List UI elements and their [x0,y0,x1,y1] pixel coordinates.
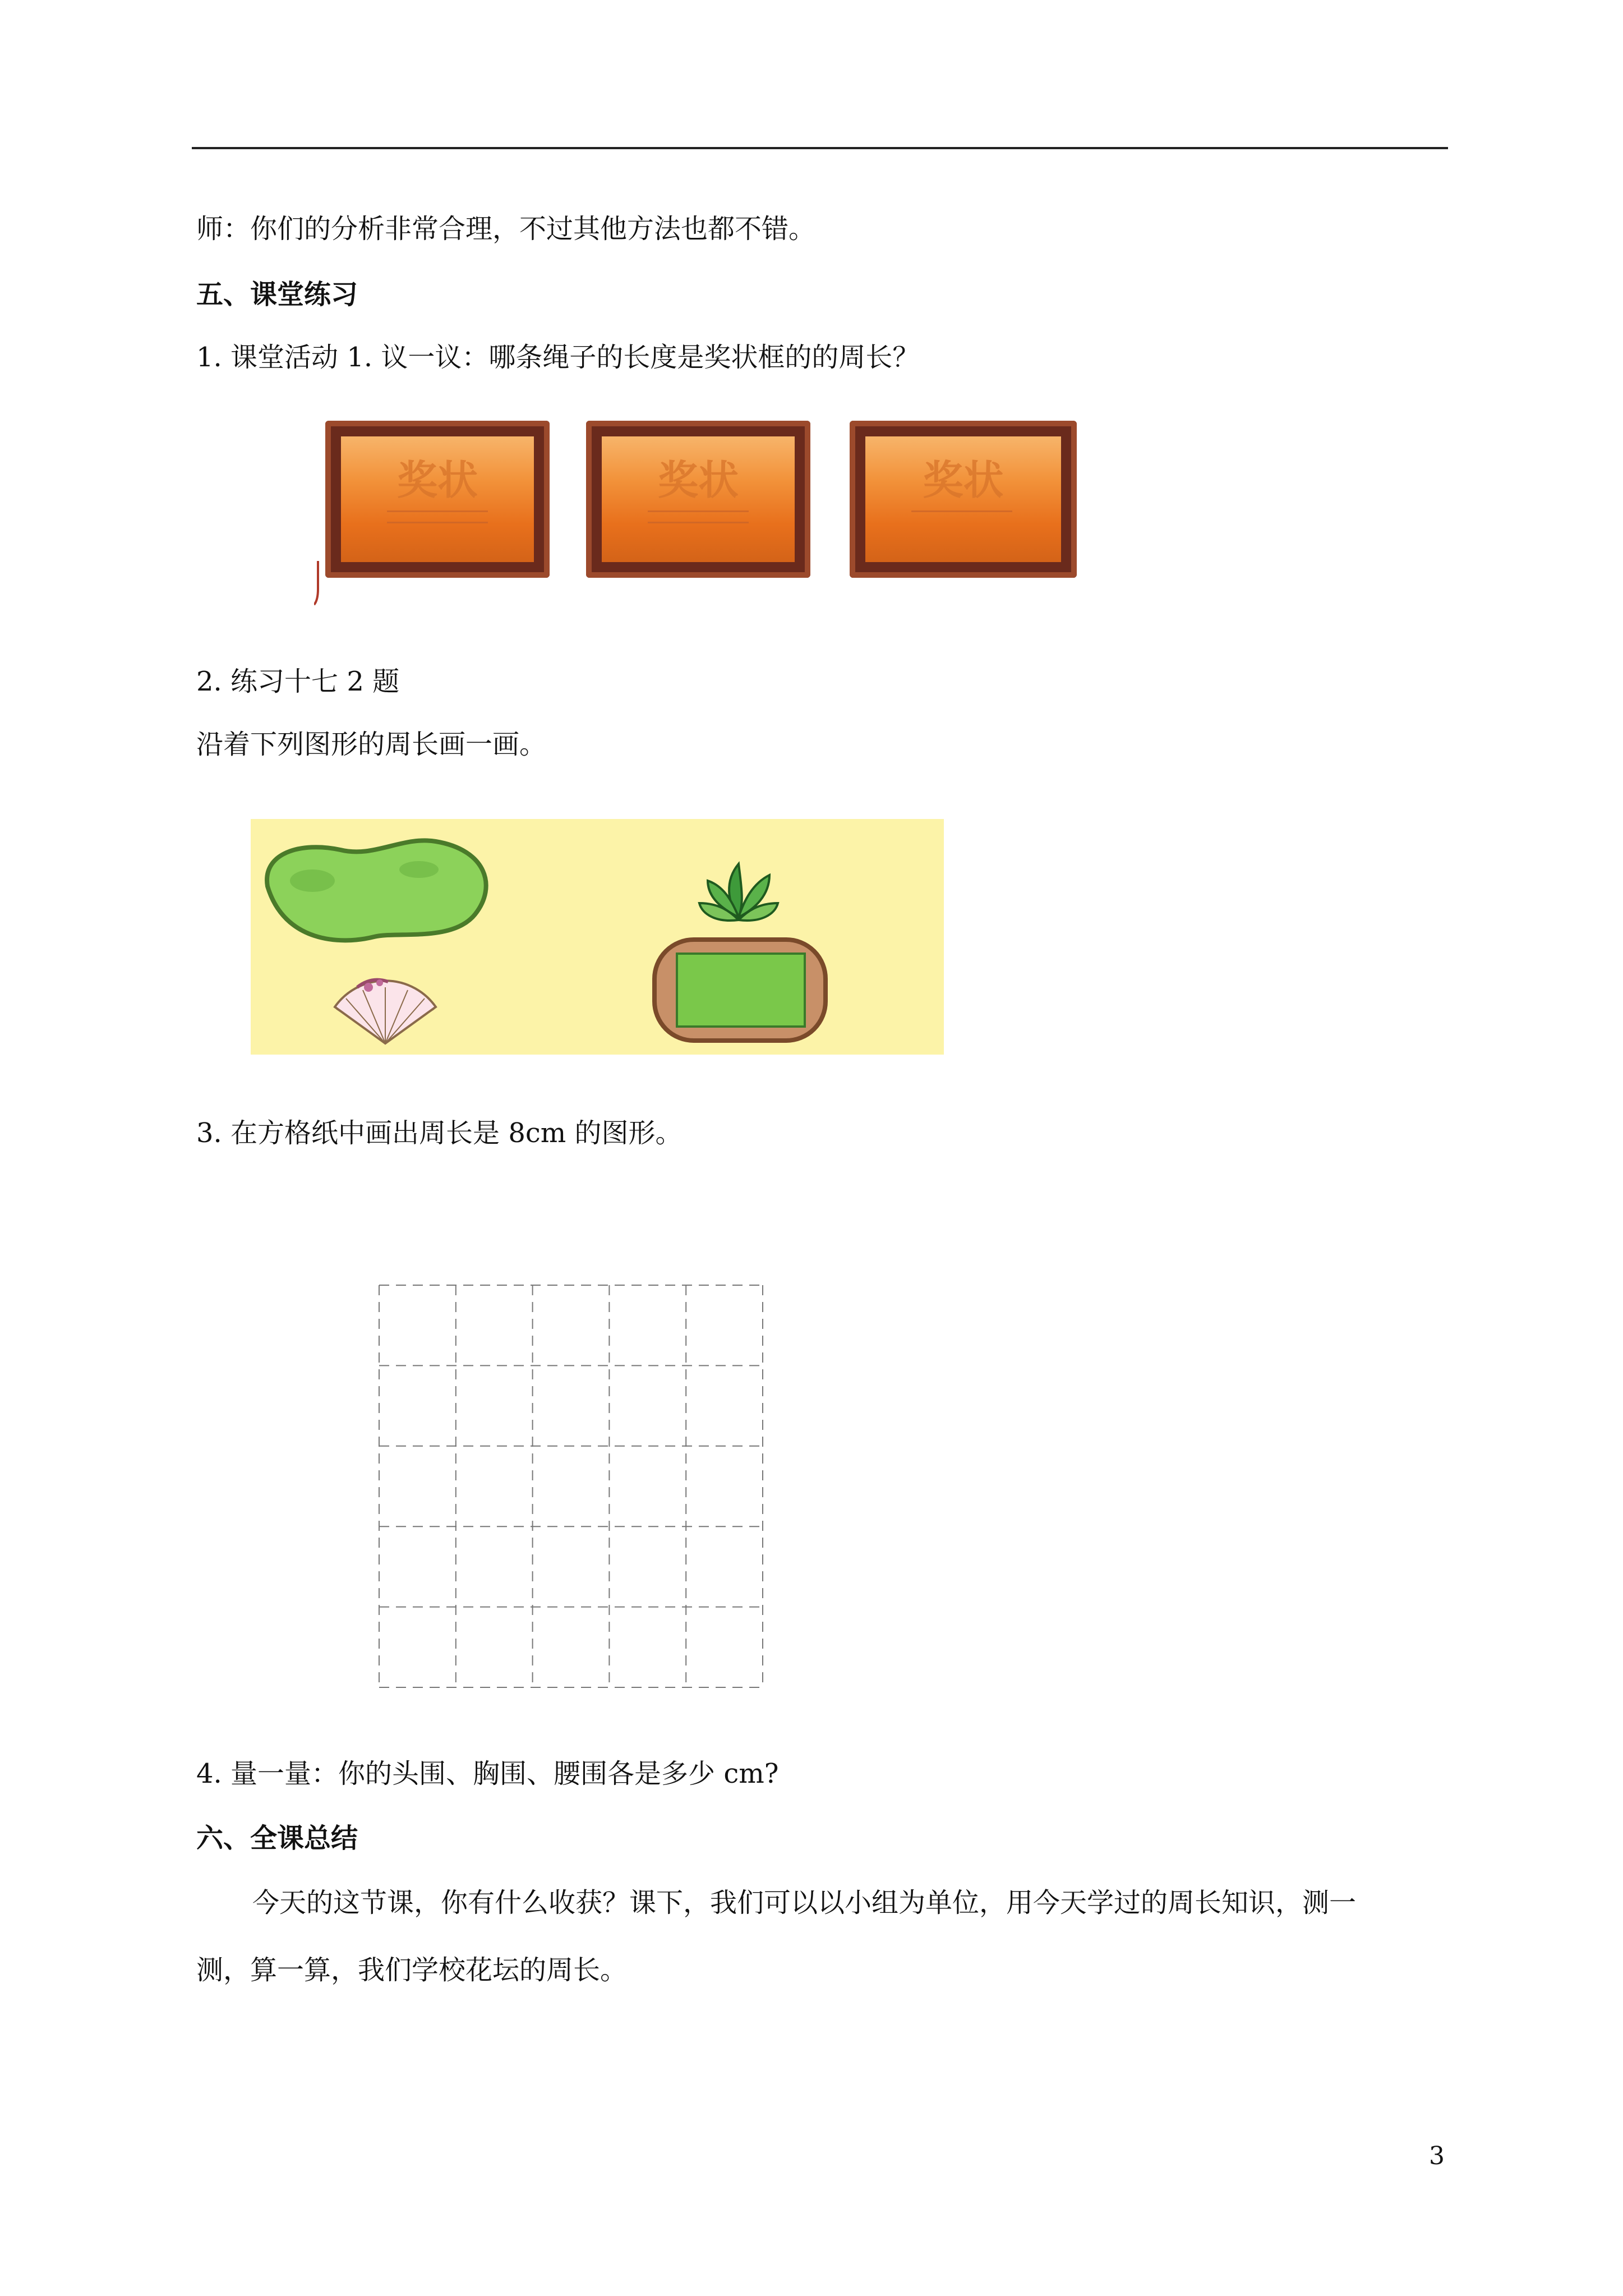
award-frame [325,421,550,578]
exercise-item-2-instruction: 沿着下列图形的周长画一画。 [196,729,547,760]
shapes-figure [251,819,944,1055]
teacher-line: 师：你们的分析非常合理，不过其他方法也都不错。 [196,213,816,245]
section-6-heading: 六、全课总结 [196,1823,358,1854]
award-frames-figure [314,421,1099,606]
award-frame [850,421,1077,578]
award-frame-title: 奖状 [923,457,1004,504]
leaf-shape [699,864,778,921]
exercise-item-2: 2. 练习十七 2 题 [196,666,400,697]
rounded-rectangle-shape [654,940,826,1041]
award-frame [586,421,810,578]
cloud-shape [267,840,486,940]
section-5-heading: 五、课堂练习 [196,279,358,310]
summary-line-2: 测，算一算，我们学校花坛的周长。 [196,1954,628,1986]
award-frame-title: 奖状 [396,457,478,504]
fan-shape [335,979,436,1043]
exercise-item-1: 1. 课堂活动 1. 议一议：哪条绳子的长度是奖状框的的周长？ [196,342,920,373]
summary-line-1: 今天的这节课，你有什么收获？课下，我们可以以小组为单位，用今天学过的周长知识，测一 [252,1887,1357,1918]
exercise-item-4: 4. 量一量：你的头围、胸围、腰围各是多少 cm? [196,1758,779,1789]
header-rule [192,147,1448,149]
rope-icon [314,561,322,606]
square-grid-paper [377,1283,764,1689]
award-frame-title: 奖状 [657,457,739,504]
exercise-item-3: 3. 在方格纸中画出周长是 8cm 的图形。 [196,1117,683,1149]
page-number: 3 [1429,2142,1445,2170]
